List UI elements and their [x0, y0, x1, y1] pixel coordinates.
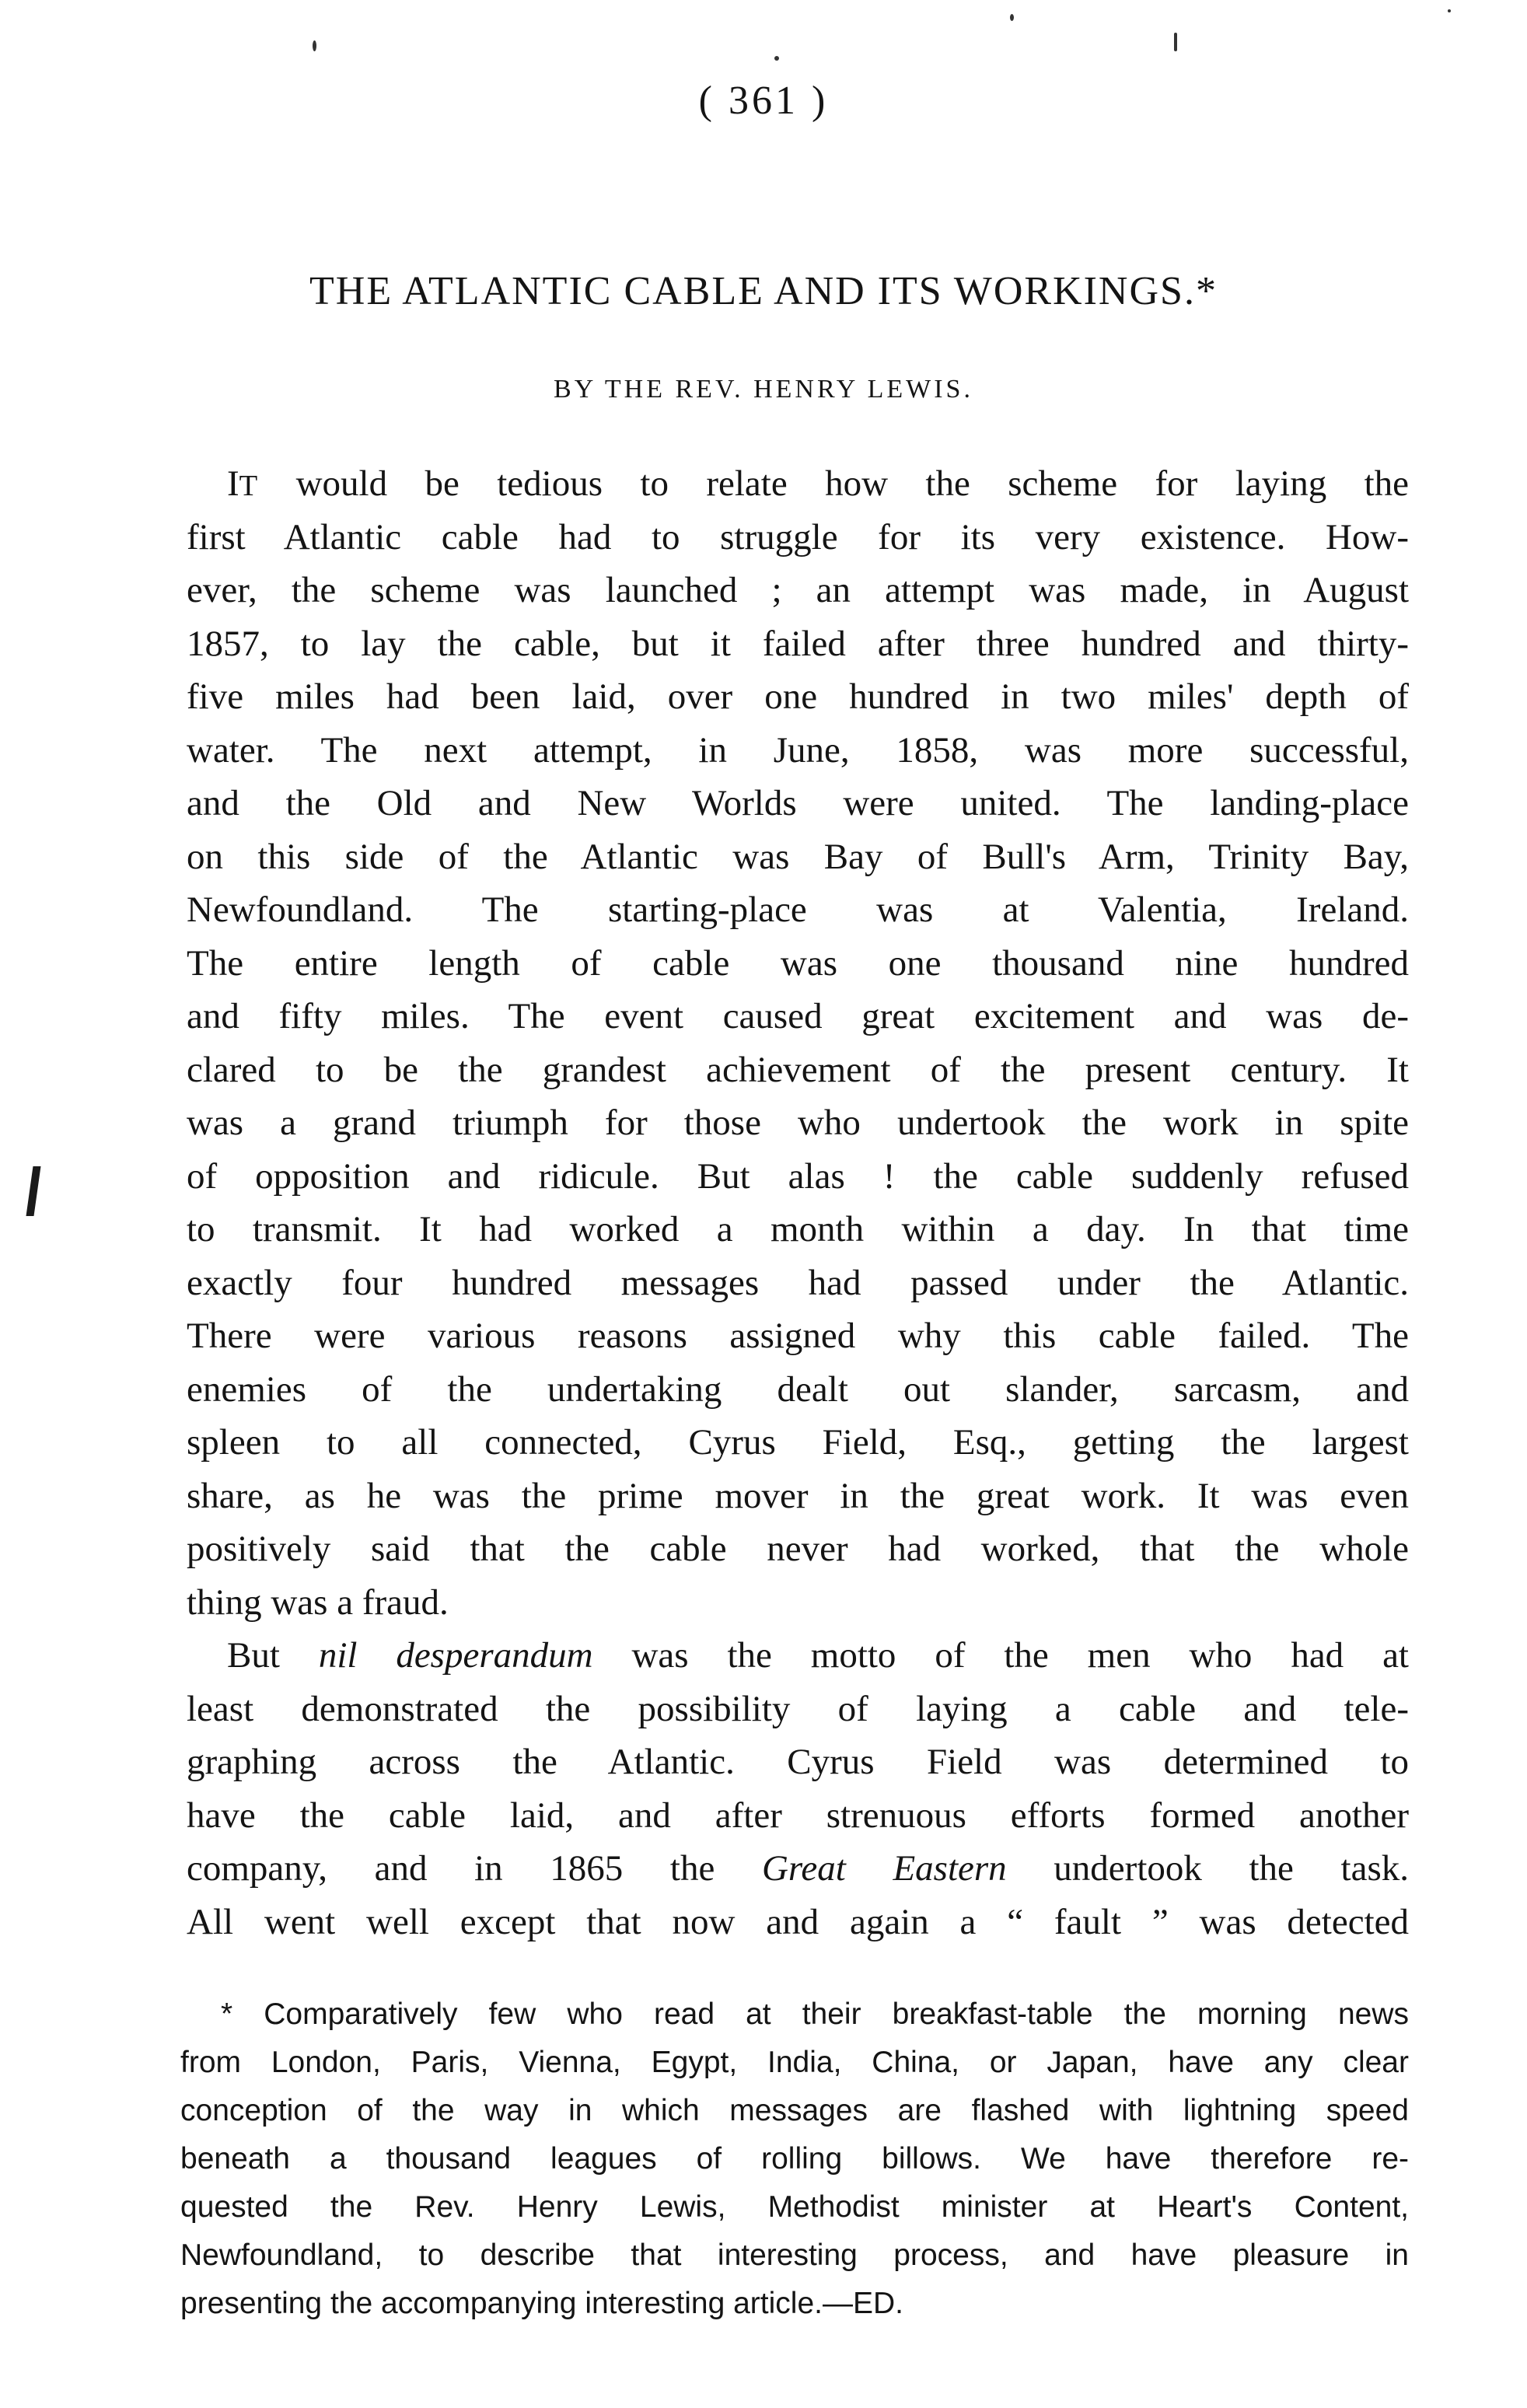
paragraph-line: 1857, to lay the cable, but it failed after three hundred and thirty- — [187, 623, 1409, 664]
article-body — [187, 457, 1409, 1948]
paragraph-line: Newfoundland. The starting-place was at Valentia, Ireland. — [187, 889, 1409, 930]
paragraph-line — [187, 1842, 1409, 1896]
paragraph-line: enemies of the undertaking dealt out slander, sarcasm, and — [187, 1368, 1409, 1410]
article-byline: BY THE REV. HENRY LEWIS. — [554, 375, 973, 404]
ink-speck — [1174, 33, 1177, 51]
paragraph-line: have the cable laid, and after strenuous efforts formed another — [187, 1795, 1409, 1836]
footnote-line: Newfoundland, to describe that interesting process, and have pleasure in — [180, 2238, 1409, 2272]
ink-speck — [774, 56, 779, 61]
paragraph-line: thing was a fraud. — [187, 1581, 449, 1623]
footnote-line: presenting the accompanying interesting article.—ED. — [180, 2287, 903, 2320]
footnote-line: * Comparatively few who read at their breakfast-table the morning news — [221, 1997, 1409, 2031]
footnote-line: conception of the way in which messages are flashed with lightning speed — [180, 2094, 1409, 2127]
paragraph-line: on this side of the Atlantic was Bay of Bull's Arm, Trinity Bay, — [187, 836, 1409, 877]
paragraph-line: The entire length of cable was one thousand nine hundred — [187, 942, 1409, 984]
footnote-line: from London, Paris, Vienna, Egypt, India, China, or Japan, have any clear — [180, 2046, 1409, 2079]
paragraph-line: share, as he was the prime mover in the great work. It was even — [187, 1475, 1409, 1516]
paragraph-line: and the Old and New Worlds were united. The landing-place — [187, 783, 1409, 823]
paragraph-line — [187, 1629, 1409, 1683]
paragraph-text: But — [227, 1635, 319, 1676]
footnote — [180, 1990, 1409, 2328]
paragraph-line: graphing across the Atlantic. Cyrus Field was determined to — [187, 1742, 1409, 1782]
paragraph-line: IT would be tedious to relate how the scheme for laying the — [227, 463, 1409, 504]
ink-speck — [313, 40, 316, 51]
paragraph-line: exactly four hundred messages had passed under the Atlantic. — [187, 1262, 1409, 1303]
paragraph-line: All went well except that now and again a “ fault ” was detected — [187, 1901, 1409, 1942]
paragraph-text: company, and in 1865 the — [187, 1848, 762, 1889]
italic-phrase: Great Eastern — [761, 1848, 1007, 1889]
page-number: ( 361 ) — [698, 79, 829, 123]
paragraph-line: positively said that the cable never had worked, that the whole — [187, 1529, 1409, 1569]
footnote-line: quested the Rev. Henry Lewis, Methodist minister at Heart's Content, — [180, 2190, 1409, 2224]
paragraph-line: of opposition and ridicule. But alas ! the cable suddenly refused — [187, 1155, 1409, 1197]
italic-phrase: nil desperandum — [318, 1635, 593, 1676]
paragraph-line: ever, the scheme was launched ; an attempt was made, in August — [187, 570, 1409, 610]
paragraph-line: five miles had been laid, over one hundred in two miles' depth of — [187, 676, 1409, 717]
paragraph-line: least demonstrated the possibility of laying a cable and tele- — [187, 1688, 1409, 1729]
ink-speck — [1448, 9, 1451, 12]
paragraph-line: clared to be the grandest achievement of the present century. It — [187, 1049, 1409, 1090]
paragraph-text: was the motto of the men who had at — [592, 1635, 1409, 1676]
paragraph-line: to transmit. It had worked a month within a day. In that time — [187, 1209, 1409, 1249]
paragraph-line: first Atlantic cable had to struggle for its very existence. How- — [187, 516, 1409, 557]
paragraph-text: undertook the task. — [1006, 1848, 1410, 1889]
paragraph-line: water. The next attempt, in June, 1858, was more successful, — [187, 729, 1409, 771]
margin-mark — [26, 1166, 41, 1216]
paragraph-line: There were various reasons assigned why this cable failed. The — [187, 1316, 1409, 1356]
paragraph-line: spleen to all connected, Cyrus Field, Esq., getting the largest — [187, 1422, 1409, 1463]
dropcap-small: T — [239, 470, 259, 502]
ink-speck — [1010, 14, 1014, 21]
paragraph-line: and fifty miles. The event caused great excitement and was de- — [187, 996, 1409, 1036]
footnote-line: beneath a thousand leagues of rolling billows. We have therefore re- — [180, 2142, 1409, 2176]
article-title: THE ATLANTIC CABLE AND ITS WORKINGS.* — [309, 269, 1218, 313]
paragraph-line-text: would be tedious to relate how the scheme for laying the — [295, 463, 1409, 504]
paragraph-line: was a grand triumph for those who undertook the work in spite — [187, 1103, 1409, 1143]
